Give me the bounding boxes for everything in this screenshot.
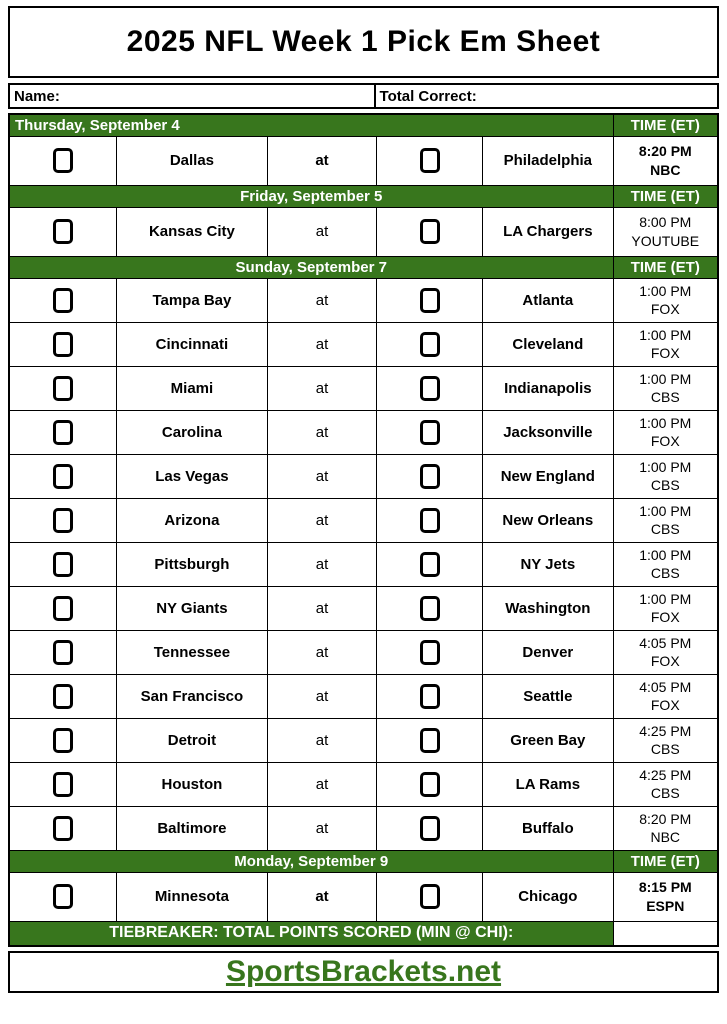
home-team: New England bbox=[483, 454, 613, 498]
home-pick-cell bbox=[377, 806, 483, 850]
name-label: Name: bbox=[14, 87, 60, 105]
away-pick-checkbox[interactable] bbox=[53, 816, 73, 841]
game-row bbox=[9, 322, 718, 366]
home-team: Washington bbox=[483, 586, 613, 630]
game-time: 1:00 PM bbox=[639, 546, 692, 563]
game-network: FOX bbox=[650, 345, 680, 361]
game-network: FOX bbox=[650, 609, 680, 625]
away-team: Cincinnati bbox=[117, 322, 267, 366]
home-pick-checkbox[interactable] bbox=[420, 219, 440, 244]
away-team: Tennessee bbox=[117, 630, 267, 674]
home-team: NY Jets bbox=[483, 542, 613, 586]
footer-link[interactable]: SportsBrackets.net bbox=[225, 955, 502, 988]
page-title bbox=[8, 6, 719, 78]
game-time: 1:00 PM bbox=[639, 458, 692, 475]
game-time: 8:15 PM bbox=[638, 879, 692, 896]
at-label: at bbox=[267, 410, 377, 454]
at-label: at bbox=[267, 366, 377, 410]
away-team: Detroit bbox=[117, 718, 267, 762]
home-pick-checkbox[interactable] bbox=[420, 464, 440, 489]
game-network: CBS bbox=[650, 565, 680, 581]
at-label: at bbox=[267, 542, 377, 586]
away-team: Pittsburgh bbox=[117, 542, 267, 586]
away-pick-checkbox[interactable] bbox=[53, 464, 73, 489]
game-row bbox=[9, 872, 718, 921]
game-time: 1:00 PM bbox=[639, 414, 692, 431]
tiebreaker-row bbox=[9, 921, 718, 946]
at-label: at bbox=[267, 322, 377, 366]
home-pick-checkbox[interactable] bbox=[420, 376, 440, 401]
game-row bbox=[9, 454, 718, 498]
game-time-network bbox=[613, 806, 718, 850]
game-time-network bbox=[613, 718, 718, 762]
game-time: 8:00 PM bbox=[639, 214, 692, 231]
home-pick-checkbox[interactable] bbox=[420, 148, 440, 173]
day-header-label: Thursday, September 4 bbox=[9, 114, 613, 136]
away-team: Las Vegas bbox=[117, 454, 267, 498]
home-pick-checkbox[interactable] bbox=[420, 684, 440, 709]
game-row bbox=[9, 498, 718, 542]
away-pick-cell bbox=[9, 674, 117, 718]
game-time: 1:00 PM bbox=[639, 590, 692, 607]
home-pick-checkbox[interactable] bbox=[420, 420, 440, 445]
away-pick-checkbox[interactable] bbox=[53, 376, 73, 401]
game-time: 8:20 PM bbox=[639, 810, 692, 827]
game-network: CBS bbox=[650, 741, 680, 757]
home-pick-checkbox[interactable] bbox=[420, 288, 440, 313]
at-label: at bbox=[267, 498, 377, 542]
game-row bbox=[9, 278, 718, 322]
at-label: at bbox=[267, 454, 377, 498]
game-time: 1:00 PM bbox=[639, 370, 692, 387]
game-network: CBS bbox=[650, 785, 680, 801]
home-pick-checkbox[interactable] bbox=[420, 552, 440, 577]
home-pick-cell bbox=[377, 322, 483, 366]
game-network: FOX bbox=[650, 653, 680, 669]
home-pick-cell bbox=[377, 410, 483, 454]
home-team: LA Chargers bbox=[483, 207, 613, 256]
game-time-network bbox=[613, 872, 718, 921]
away-pick-checkbox[interactable] bbox=[53, 332, 73, 357]
home-pick-checkbox[interactable] bbox=[420, 596, 440, 621]
away-team: Minnesota bbox=[117, 872, 267, 921]
home-team: Cleveland bbox=[483, 322, 613, 366]
home-pick-cell bbox=[377, 718, 483, 762]
entry-info-row bbox=[8, 83, 719, 109]
away-pick-checkbox[interactable] bbox=[53, 508, 73, 533]
page-title-text: 2025 NFL Week 1 Pick Em Sheet bbox=[126, 25, 601, 58]
home-team: Seattle bbox=[483, 674, 613, 718]
home-pick-checkbox[interactable] bbox=[420, 816, 440, 841]
home-team: Denver bbox=[483, 630, 613, 674]
home-pick-cell bbox=[377, 762, 483, 806]
game-network: FOX bbox=[650, 433, 680, 449]
away-pick-checkbox[interactable] bbox=[53, 684, 73, 709]
time-et-header: TIME (ET) bbox=[613, 114, 718, 136]
day-header-label: Monday, September 9 bbox=[9, 850, 613, 872]
game-row bbox=[9, 542, 718, 586]
home-pick-cell bbox=[377, 586, 483, 630]
home-pick-checkbox[interactable] bbox=[420, 332, 440, 357]
game-row bbox=[9, 762, 718, 806]
away-pick-checkbox[interactable] bbox=[53, 552, 73, 577]
away-pick-checkbox[interactable] bbox=[53, 640, 73, 665]
name-field[interactable] bbox=[10, 85, 376, 107]
game-row bbox=[9, 674, 718, 718]
away-pick-cell bbox=[9, 718, 117, 762]
away-pick-checkbox[interactable] bbox=[53, 148, 73, 173]
day-header-label: Friday, September 5 bbox=[9, 185, 613, 207]
away-team: Miami bbox=[117, 366, 267, 410]
game-network: CBS bbox=[650, 389, 680, 405]
at-label: at bbox=[267, 872, 377, 921]
home-pick-checkbox[interactable] bbox=[420, 728, 440, 753]
game-time-network bbox=[613, 630, 718, 674]
at-label: at bbox=[267, 586, 377, 630]
game-time-network bbox=[613, 586, 718, 630]
away-team: NY Giants bbox=[117, 586, 267, 630]
away-team: Houston bbox=[117, 762, 267, 806]
away-team: Carolina bbox=[117, 410, 267, 454]
away-pick-checkbox[interactable] bbox=[53, 772, 73, 797]
at-label: at bbox=[267, 718, 377, 762]
game-time: 1:00 PM bbox=[639, 282, 692, 299]
home-team: Jacksonville bbox=[483, 410, 613, 454]
game-row bbox=[9, 586, 718, 630]
away-pick-checkbox[interactable] bbox=[53, 288, 73, 313]
at-label: at bbox=[267, 136, 377, 185]
game-time: 1:00 PM bbox=[639, 326, 692, 343]
away-pick-checkbox[interactable] bbox=[53, 420, 73, 445]
home-pick-checkbox[interactable] bbox=[420, 508, 440, 533]
away-pick-cell bbox=[9, 207, 117, 256]
home-team: Atlanta bbox=[483, 278, 613, 322]
at-label: at bbox=[267, 207, 377, 256]
game-row bbox=[9, 718, 718, 762]
game-time-network bbox=[613, 278, 718, 322]
game-time: 4:05 PM bbox=[639, 678, 692, 695]
game-time-network bbox=[613, 136, 718, 185]
home-pick-cell bbox=[377, 674, 483, 718]
away-pick-cell bbox=[9, 542, 117, 586]
game-network: ESPN bbox=[646, 897, 685, 914]
game-row bbox=[9, 136, 718, 185]
away-pick-checkbox[interactable] bbox=[53, 884, 73, 909]
at-label: at bbox=[267, 806, 377, 850]
game-time-network bbox=[613, 410, 718, 454]
time-et-header: TIME (ET) bbox=[613, 256, 718, 278]
game-row bbox=[9, 207, 718, 256]
game-time: 1:00 PM bbox=[639, 502, 692, 519]
away-pick-cell bbox=[9, 872, 117, 921]
tiebreaker-label: TIEBREAKER: TOTAL POINTS SCORED (MIN @ CHI): bbox=[9, 921, 613, 946]
home-pick-checkbox[interactable] bbox=[420, 772, 440, 797]
away-pick-cell bbox=[9, 586, 117, 630]
game-row bbox=[9, 410, 718, 454]
game-row bbox=[9, 366, 718, 410]
home-team: Chicago bbox=[483, 872, 613, 921]
game-time-network bbox=[613, 498, 718, 542]
game-row bbox=[9, 806, 718, 850]
home-pick-cell bbox=[377, 542, 483, 586]
game-time: 8:20 PM bbox=[638, 143, 692, 160]
game-row bbox=[9, 630, 718, 674]
game-time-network bbox=[613, 454, 718, 498]
away-team: Tampa Bay bbox=[117, 278, 267, 322]
footer bbox=[8, 951, 719, 993]
away-pick-cell bbox=[9, 454, 117, 498]
day-header-row bbox=[9, 256, 718, 278]
home-pick-cell bbox=[377, 136, 483, 185]
time-et-header: TIME (ET) bbox=[613, 850, 718, 872]
away-pick-cell bbox=[9, 762, 117, 806]
home-team: New Orleans bbox=[483, 498, 613, 542]
game-network: YOUTUBE bbox=[631, 232, 700, 249]
away-pick-cell bbox=[9, 806, 117, 850]
away-pick-checkbox[interactable] bbox=[53, 596, 73, 621]
at-label: at bbox=[267, 630, 377, 674]
away-pick-checkbox[interactable] bbox=[53, 219, 73, 244]
game-time-network bbox=[613, 542, 718, 586]
home-pick-cell bbox=[377, 278, 483, 322]
tiebreaker-input-box[interactable] bbox=[613, 921, 718, 946]
day-header-label: Sunday, September 7 bbox=[9, 256, 613, 278]
at-label: at bbox=[267, 762, 377, 806]
home-team: Philadelphia bbox=[483, 136, 613, 185]
game-network: NBC bbox=[650, 829, 681, 845]
time-et-header: TIME (ET) bbox=[613, 185, 718, 207]
day-header-row bbox=[9, 850, 718, 872]
home-pick-checkbox[interactable] bbox=[420, 884, 440, 909]
game-time-network bbox=[613, 366, 718, 410]
day-header-row bbox=[9, 114, 718, 136]
game-network: NBC bbox=[650, 161, 681, 178]
away-pick-cell bbox=[9, 410, 117, 454]
away-team: San Francisco bbox=[117, 674, 267, 718]
total-correct-label: Total Correct: bbox=[379, 87, 477, 105]
game-time-network bbox=[613, 762, 718, 806]
away-pick-checkbox[interactable] bbox=[53, 728, 73, 753]
game-network: FOX bbox=[650, 301, 680, 317]
home-pick-cell bbox=[377, 207, 483, 256]
game-time-network bbox=[613, 674, 718, 718]
at-label: at bbox=[267, 674, 377, 718]
game-time: 4:25 PM bbox=[639, 766, 692, 783]
home-team: LA Rams bbox=[483, 762, 613, 806]
away-team: Baltimore bbox=[117, 806, 267, 850]
away-team: Arizona bbox=[117, 498, 267, 542]
total-correct-field[interactable] bbox=[376, 85, 717, 107]
home-pick-cell bbox=[377, 454, 483, 498]
away-team: Dallas bbox=[117, 136, 267, 185]
home-team: Green Bay bbox=[483, 718, 613, 762]
home-pick-checkbox[interactable] bbox=[420, 640, 440, 665]
home-pick-cell bbox=[377, 366, 483, 410]
game-time-network bbox=[613, 207, 718, 256]
home-pick-cell bbox=[377, 872, 483, 921]
game-network: CBS bbox=[650, 477, 680, 493]
game-network: FOX bbox=[650, 697, 680, 713]
away-pick-cell bbox=[9, 278, 117, 322]
away-pick-cell bbox=[9, 630, 117, 674]
home-pick-cell bbox=[377, 498, 483, 542]
home-team: Indianapolis bbox=[483, 366, 613, 410]
away-pick-cell bbox=[9, 322, 117, 366]
game-time: 4:25 PM bbox=[639, 722, 692, 739]
away-team: Kansas City bbox=[117, 207, 267, 256]
away-pick-cell bbox=[9, 498, 117, 542]
at-label: at bbox=[267, 278, 377, 322]
away-pick-cell bbox=[9, 366, 117, 410]
schedule-table bbox=[8, 113, 719, 947]
home-team: Buffalo bbox=[483, 806, 613, 850]
game-time-network bbox=[613, 322, 718, 366]
game-time: 4:05 PM bbox=[639, 634, 692, 651]
day-header-row bbox=[9, 185, 718, 207]
game-network: CBS bbox=[650, 521, 680, 537]
away-pick-cell bbox=[9, 136, 117, 185]
home-pick-cell bbox=[377, 630, 483, 674]
